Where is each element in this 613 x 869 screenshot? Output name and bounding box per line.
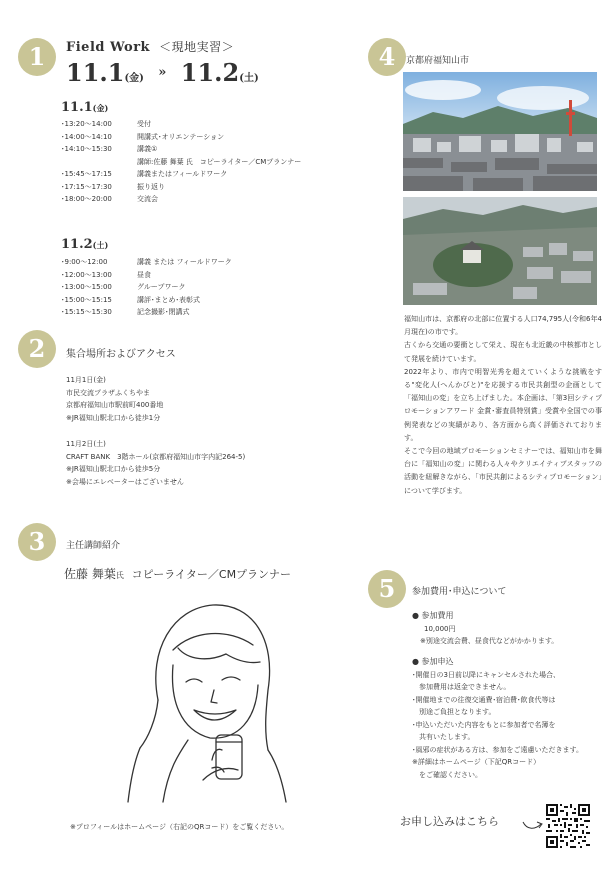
fieldwork-subtitle: ＜現地実習＞ [159,40,235,54]
fee-heading: ● 参加費用 [412,611,454,620]
venue-note: ※会場にエレベーターはございません [66,477,184,486]
venue-day2 [66,438,245,488]
day2-label: 11.2 [61,237,93,252]
schedule-time: ･15:00〜15:15 [61,295,112,304]
schedule-time: ･18:00〜20:00 [61,195,112,203]
profile-note: ※プロフィールはホームページ（右記のQRコード）をご覧ください。 [70,823,289,831]
schedule-row [61,306,331,319]
venue-name: CRAFT BANK 3階ホール(京都府福知山市字内記264-5) [66,452,246,461]
schedule-desc: 記念撮影･閉講式 [137,308,190,316]
schedule-time: ･9:00〜12:00 [61,258,108,266]
schedule-row [61,256,331,269]
schedule-time: ･13:00〜15:00 [61,283,112,291]
fieldwork-dates [66,58,259,87]
apply-line: 参加費用は返金できません。 [412,683,511,691]
schedule-row [61,143,331,156]
schedule-row [61,181,331,194]
schedule-row [61,193,331,206]
apply-block [412,656,583,781]
section4-title: 京都府福知山市 [406,56,470,66]
venue-address: 京都府福知山市駅前町400番地 [66,401,164,409]
city-paragraph: そこで今回の地域プロモーションセミナーでは、福知山市を舞台に「福知山の変」に関わる人々やクリエイティブスタッフの活動を紐解きながら、「市民共創によるシティプロモーション」について学びます。 [404,447,602,495]
fee-block [412,610,558,648]
day1-weekday: (金) [92,103,109,113]
schedule-time: ･15:45〜17:15 [61,170,112,178]
schedule-row [61,269,331,282]
section-number-3: 3 [18,523,56,561]
schedule-desc: 昼食 [137,270,151,279]
city-paragraph: 2022年より、市内で明智光秀を超えていくような挑戦をする"変化人(へんかびと)"を応援する市民共創型の企画として「福知山の変」を立ち上げました。本企画は、「第3回シティプロモーションアワード 金賞･審査員特別賞」受賞や全国での事例発表などの実績があり、各方面から高く評価されております。 [404,367,602,442]
lecturer-heading [64,565,291,582]
schedule-time: ･17:15〜17:30 [61,182,112,191]
apply-line: ※詳細はホームページ（下記QRコード） [412,758,541,766]
day2-heading [61,237,108,252]
section-number-4: 4 [368,38,406,76]
apply-line: ･申込いただいた内容をもとに参加者で名簿を [412,720,556,729]
section3-title: 主任講師紹介 [66,541,121,551]
venue-name: 市民交流プラザふくちやま [66,388,150,397]
schedule-time: ･14:00〜14:10 [61,132,112,141]
day2-schedule [61,256,331,319]
venue-access: ※JR福知山駅北口から徒歩1分 [66,413,161,422]
schedule-time: ･12:00〜13:00 [61,270,112,279]
date-arrow: » [158,65,167,80]
city-paragraph: 古くから交通の要衝として栄え、現在も北近畿の中核都市として発展を続けています。 [404,341,602,363]
section2-title: 集合場所およびアクセス [66,349,176,360]
venue-access: ※JR福知山駅北口から徒歩5分 [66,465,161,473]
apply-line: ･開催日の3日前以降にキャンセルされた場合、 [412,670,560,679]
apply-line: 別途ご負担となります。 [412,708,496,716]
city-description [404,313,602,498]
apply-line: ･風邪の症状がある方は、参加をご遠慮いただきます。 [412,745,583,754]
lecturer-honorific: 氏 [115,571,124,580]
section5-title: 参加費用･申込について [412,587,507,597]
lecturer-role: コピーライター／CMプランナー [131,568,292,581]
schedule-row [61,294,331,307]
schedule-desc: 講義① [137,145,158,153]
schedule-desc: 講師:佐藤 舞葉 氏 コピーライター／CMプランナー [137,157,302,166]
apply-line: 共有いたします。 [412,733,475,741]
lecturer-portrait-illustration [118,590,293,805]
day1-heading [61,100,108,115]
schedule-time: ･13:20〜14:00 [61,120,112,128]
venue-day1 [66,374,163,424]
day2-weekday: (土) [92,240,109,250]
schedule-desc: 開講式･オリエンテーション [137,132,225,141]
schedule-row [61,281,331,294]
day1-schedule [61,118,331,206]
schedule-time: ･14:10〜15:30 [61,145,112,153]
schedule-desc: 講義またはフィールドワーク [137,170,228,178]
date-to: 11.2 [180,58,240,87]
apply-line: をご確認ください。 [412,770,482,779]
date-from-weekday: (金) [124,73,144,84]
apply-heading: ● 参加申込 [412,657,454,666]
venue-date: 11月1日(金) [66,376,106,384]
schedule-time: ･15:15〜15:30 [61,308,112,316]
section-number-5: 5 [368,570,406,608]
date-to-weekday: (土) [239,73,259,84]
city-paragraph: 福知山市は、京都府の北部に位置する人口74,795人(令和6年4月現在)の市です。 [404,315,602,337]
arrow-curve-icon [521,816,545,832]
schedule-row [61,168,331,181]
day1-label: 11.1 [61,100,93,115]
schedule-desc: 講義 または フィールドワーク [137,258,232,266]
city-photo-skyline [403,72,597,191]
schedule-row [61,131,331,144]
lecturer-name: 佐藤 舞葉 [64,567,116,581]
schedule-row [61,118,331,131]
section1-title [66,38,234,55]
section-number-1: 1 [18,38,56,76]
fee-amount: 10,000円 [424,624,456,633]
schedule-desc: 講評･まとめ･表彰式 [137,295,200,304]
section-number-2: 2 [18,330,56,368]
fee-note: ※別途交流会費、昼食代などがかかります。 [420,637,559,645]
apply-cta: お申し込みはこちら [400,815,499,828]
venue-date: 11月2日(土) [66,440,106,448]
apply-line: ･開催地までの往復交通費･宿泊費･飲食代等は [412,695,556,704]
qr-code[interactable] [546,804,590,848]
schedule-row [61,156,331,169]
fieldwork-title: Field Work [66,40,151,55]
city-photo-castle [403,197,597,305]
schedule-desc: 振り返り [137,182,165,191]
date-from: 11.1 [66,58,125,87]
schedule-desc: 受付 [137,120,151,128]
schedule-desc: 交流会 [137,195,158,203]
schedule-desc: グループワーク [137,283,186,291]
